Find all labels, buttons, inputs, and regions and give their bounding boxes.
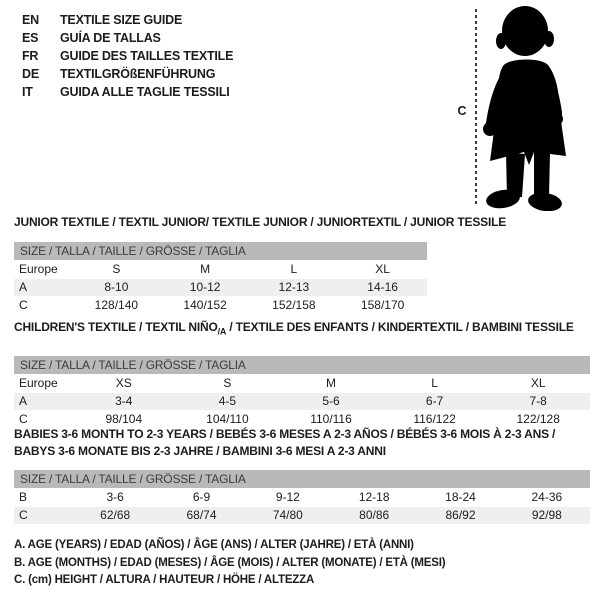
language-code: EN — [22, 13, 39, 27]
row-label: Europe — [19, 262, 58, 276]
title-text: CHILDREN'S TEXTILE / TEXTIL NIÑO — [14, 320, 218, 334]
table-cell: XL — [530, 376, 546, 391]
table-title-line — [14, 214, 507, 231]
row-label: Europe — [19, 376, 58, 391]
table-cell: 14-16 — [367, 280, 398, 294]
row-label: B — [19, 490, 28, 504]
footnote-line: A. AGE (YEARS) / EDAD (AÑOS) / ÂGE (ANS) / ALTER (JAHRE) / ETÀ (ANNI) — [14, 539, 414, 551]
table-cell: 3-4 — [115, 394, 133, 409]
size-header-bar: SIZE / TALLA / TAILLE / GRÖSSE / TAGLIA — [14, 242, 427, 260]
table-row — [14, 374, 590, 392]
language-row — [22, 29, 233, 47]
table-cell: 6-7 — [425, 394, 444, 409]
title-text: JUNIOR TEXTILE / TEXTIL JUNIOR/ TEXTILE JUNIOR / JUNIORTEXTIL / JUNIOR TESSILE — [14, 215, 507, 229]
table-cell: 8-10 — [104, 280, 129, 294]
table-cell: 68/74 — [186, 508, 217, 522]
table-title — [14, 319, 590, 340]
table-cell: S — [223, 376, 232, 391]
language-code: FR — [22, 49, 39, 63]
language-row — [22, 47, 233, 65]
table-title — [14, 214, 507, 231]
table-cell: 140/152 — [183, 298, 227, 312]
language-row — [22, 65, 233, 83]
table-row — [14, 296, 427, 314]
title-text: BABYS 3-6 MONATE BIS 2-3 JAHRE / BAMBINI 3-6 MESI A 2-3 ANNI — [14, 444, 386, 458]
table-cell: 4-5 — [218, 394, 237, 409]
table-cell: M — [200, 262, 211, 276]
table-row — [14, 488, 590, 506]
baby-silhouette-icon — [478, 4, 578, 211]
table-cell: 6-9 — [192, 490, 211, 504]
row-label: A — [19, 394, 28, 409]
table-cell: 18-24 — [445, 490, 476, 504]
language-title: GUIDE DES TAILLES TEXTILE — [60, 49, 234, 63]
language-list — [22, 11, 233, 101]
table-cell: 62/68 — [100, 508, 131, 522]
row-label: C — [19, 508, 28, 522]
table-cell: 122/128 — [516, 412, 560, 427]
table-title-line — [14, 319, 590, 340]
table-row — [14, 506, 590, 524]
table-cell: 5-6 — [322, 394, 340, 409]
language-code: ES — [22, 31, 39, 45]
table-cell: 74/80 — [272, 508, 303, 522]
table-cell: L — [290, 262, 298, 276]
table-cell: 10-12 — [189, 280, 221, 294]
size-header-bar: SIZE / TALLA / TAILLE / GRÖSSE / TAGLIA — [14, 470, 590, 488]
title-text: BABIES 3-6 MONTH TO 2-3 YEARS / BEBÉS 3-6 MESES A 2-3 AÑOS / BÉBÉS 3-6 MOIS À 2-3 ANS / — [14, 427, 556, 441]
table-cell: 92/98 — [531, 508, 562, 522]
language-title: GUIDA ALLE TAGLIE TESSILI — [60, 85, 230, 99]
table-cell: 104/110 — [206, 412, 249, 427]
title-subscript: /A — [217, 326, 227, 337]
language-title: TEXTILE SIZE GUIDE — [60, 13, 183, 27]
table-title-line — [14, 426, 590, 443]
language-code: IT — [22, 85, 33, 99]
table-cell: 110/116 — [310, 412, 352, 427]
title-text: / TEXTILE DES ENFANTS / KINDERTEXTIL / BAMBINI TESSILE — [226, 320, 574, 334]
babies-textile-table — [14, 426, 590, 524]
table-title — [14, 426, 590, 460]
language-title: GUÍA DE TALLAS — [60, 31, 161, 45]
table-cell: 128/140 — [94, 298, 139, 312]
table-row — [14, 278, 427, 296]
row-label: C — [19, 298, 28, 312]
measure-label-c: C — [457, 104, 467, 118]
height-measure-line — [475, 9, 477, 206]
table-cell: 12-18 — [358, 490, 390, 504]
table-cell: M — [325, 376, 336, 391]
table-cell: 152/158 — [272, 298, 316, 312]
table-cell: 3-6 — [106, 490, 124, 504]
table-cell: XS — [115, 376, 132, 391]
table-cell: 116/122 — [413, 412, 456, 427]
footnotes — [14, 537, 445, 590]
childrens-textile-table — [14, 319, 590, 428]
table-row — [14, 260, 427, 278]
footnote-line: B. AGE (MONTHS) / EDAD (MESES) / ÂGE (MOIS) / ALTER (MONATE) / ETÀ (MESI) — [14, 556, 446, 569]
table-cell: L — [431, 376, 438, 391]
table-cell: 80/86 — [359, 508, 390, 522]
language-code: DE — [22, 67, 39, 81]
table-cell: 7-8 — [529, 394, 547, 409]
junior-textile-table — [14, 214, 507, 314]
table-cell: XL — [375, 262, 390, 276]
row-label: A — [19, 280, 28, 294]
footnote-line: C. (cm) HEIGHT / ALTURA / HAUTEUR / HÖHE / ALTEZZA — [14, 574, 315, 586]
table-cell: S — [112, 262, 121, 276]
row-label: C — [19, 412, 28, 427]
table-cell: 9-12 — [275, 490, 300, 504]
language-row — [22, 11, 233, 29]
table-cell: 86/92 — [445, 508, 476, 522]
table-row — [14, 392, 590, 410]
table-cell: 98/104 — [105, 412, 143, 427]
table-cell: 24-36 — [531, 490, 563, 504]
table-title-line — [14, 443, 590, 460]
size-header-bar: SIZE / TALLA / TAILLE / GRÖSSE / TAGLIA — [14, 356, 590, 374]
language-row — [22, 83, 233, 101]
language-title: TEXTILGRÖßENFÜHRUNG — [60, 67, 216, 81]
table-cell: 158/170 — [360, 298, 405, 312]
table-cell: 12-13 — [278, 280, 310, 294]
